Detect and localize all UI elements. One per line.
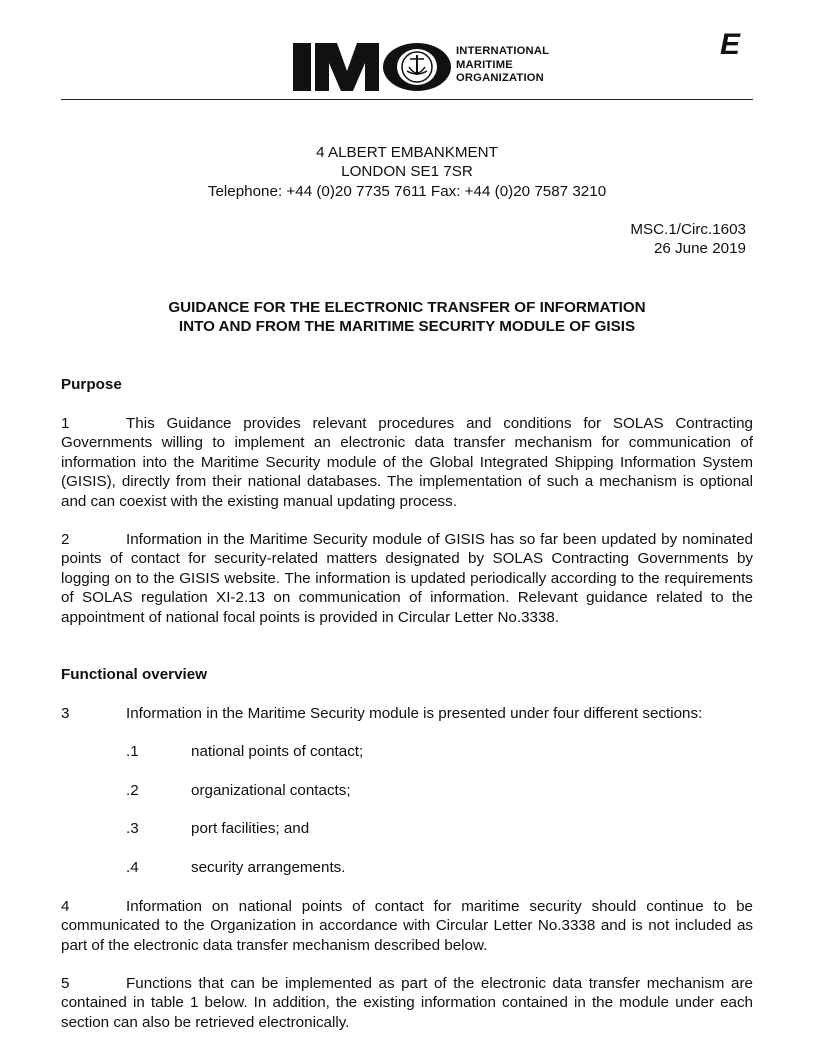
paragraph-number: 5: [61, 975, 70, 992]
paragraph-text: Functions that can be implemented as part of the electronic data transfer mechanism are contained in table 1 below. In addition, the existing information contained in the module under each section can also be retrieved electronically.: [61, 975, 753, 1031]
list-item-text: organizational contacts;: [191, 782, 351, 799]
paragraph-number: 1: [61, 415, 70, 432]
section-heading-purpose: Purpose: [61, 376, 122, 393]
list-item-number: .3: [126, 820, 139, 837]
paragraph-number: 3: [61, 705, 70, 722]
list-item: [126, 858, 726, 877]
paragraph-2: [61, 530, 753, 627]
list-item-number: .4: [126, 859, 139, 876]
paragraph-text: Information in the Maritime Security module is presented under four different sections:: [126, 705, 703, 722]
list-item: [126, 781, 726, 800]
section-heading-functional-overview: Functional overview: [61, 666, 208, 683]
address-block: [61, 143, 753, 201]
organization-name: INTERNATIONAL MARITIME ORGANIZATION: [456, 45, 550, 85]
list-item-text: national points of contact;: [191, 743, 364, 760]
paragraph-4: [61, 897, 753, 955]
language-code: E: [720, 28, 741, 61]
paragraph-text: Information on national points of contact for maritime security should continue to be communicated to the Organization in accordance with Circular Letter No.3338 and is not included as part of the electronic data transfer mechanism described below.: [61, 898, 753, 954]
paragraph-1: [61, 414, 753, 511]
paragraph-number: 4: [61, 898, 70, 915]
paragraph-3: [61, 704, 753, 723]
list-item: [126, 819, 726, 838]
list-item: [126, 742, 726, 761]
list-item-text: security arrangements.: [191, 859, 346, 876]
address-line: 4 ALBERT EMBANKMENT: [316, 144, 498, 161]
paragraph-text: Information in the Maritime Security module of GISIS has so far been updated by nominated points of contact for security-related matters designated by SOLAS Contracting Governments by logging on to the GISIS website. The information is updated periodically according to the requirements of SOLAS regulation XI-2.13 on communication of information. Relevant guidance related to the appointment of national focal points is provided in Circular Letter No.3338.: [61, 531, 753, 626]
imo-logo: [291, 41, 453, 93]
svg-text:IMO: IMO: [414, 84, 420, 88]
paragraph-5: [61, 974, 753, 1032]
paragraph-text: This Guidance provides relevant procedures and conditions for SOLAS Contracting Governments willing to implement an electronic data transfer mechanism for communication of information into the Maritime Security module of the Global Integrated Shipping Information System (GISIS), directly from their national databases. The implementation of such a mechanism is optional and can coexist with the existing manual updating process.: [61, 415, 753, 510]
document-date: 26 June 2019: [653, 240, 746, 258]
address-line: LONDON SE1 7SR: [341, 163, 473, 181]
document-symbol: MSC.1/Circ.1603: [630, 221, 746, 238]
header-divider: [61, 99, 753, 100]
paragraph-number: 2: [61, 531, 70, 548]
document-title: GUIDANCE FOR THE ELECTRONIC TRANSFER OF INFORMATION INTO AND FROM THE MARITIME SECURITY MODULE OF GISIS: [168, 299, 646, 336]
list-item-number: .2: [126, 782, 139, 799]
address-line: Telephone: +44 (0)20 7735 7611 Fax: +44 (0)20 7587 3210: [207, 182, 607, 200]
list-item-number: .1: [126, 743, 139, 760]
document-reference: [560, 220, 746, 259]
list-item-text: port facilities; and: [191, 820, 310, 837]
